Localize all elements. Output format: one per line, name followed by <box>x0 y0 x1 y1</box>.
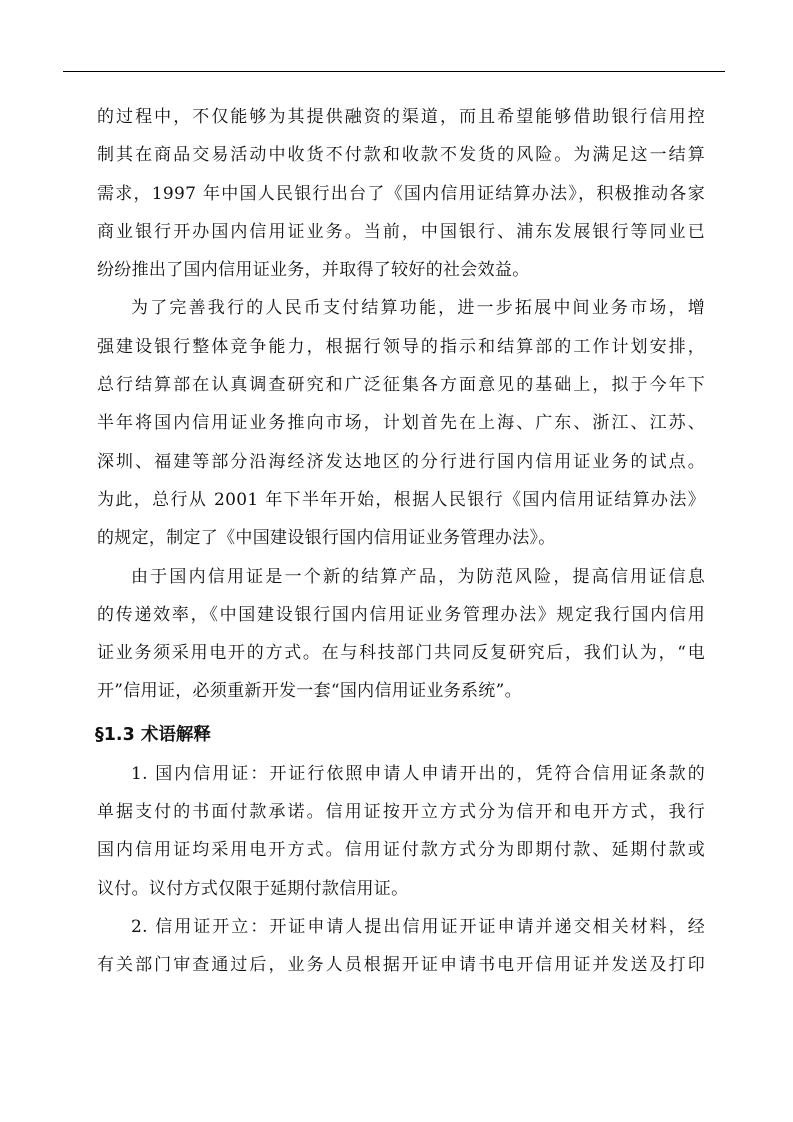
text-line: 国内信用证均采用电开方式。信用证付款方式分为即期付款、延期付款或 <box>97 840 705 861</box>
paragraph-intro-continued <box>97 98 705 289</box>
text-line: 商业银行开办国内信用证业务。当前，中国银行、浦东发展银行等同业已 <box>97 221 705 242</box>
term-item-2 <box>97 908 705 985</box>
text-line: 单据支付的书面付款承诺。信用证按开立方式分为信开和电开方式，我行 <box>97 802 705 823</box>
paragraph-rationale <box>97 558 705 711</box>
header-rule <box>63 71 725 72</box>
term-item-1 <box>97 755 705 908</box>
text-line: 总行结算部在认真调查研究和广泛征集各方面意见的基础上，拟于今年下 <box>97 375 705 396</box>
text-line: 的规定，制定了《中国建设银行国内信用证业务管理办法》。 <box>97 528 556 549</box>
text-line: 为此，总行从 2001 年下半年开始，根据人民银行《国内信用证结算办法》 <box>97 489 705 510</box>
text-line: 需求，1997 年中国人民银行出台了《国内信用证结算办法》，积极推动各家 <box>97 183 705 204</box>
text-line: 为了完善我行的人民币支付结算功能，进一步拓展中间业务市场，增 <box>131 298 705 319</box>
section-heading: §1.3 术语解释 <box>95 724 211 745</box>
text-line: 半年将国内信用证业务推向市场，计划首先在上海、广东、浙江、江苏、 <box>97 413 705 434</box>
text-line: 议付。议付方式仅限于延期付款信用证。 <box>97 878 409 899</box>
text-line: 的过程中，不仅能够为其提供融资的渠道，而且希望能够借助银行信用控 <box>97 107 705 127</box>
text-line: 证业务须采用电开的方式。在与科技部门共同反复研究后，我们认为，“电 <box>97 643 705 664</box>
document-body <box>97 98 705 985</box>
text-line: 制其在商品交易活动中收货不付款和收款不发货的风险。为满足这一结算 <box>97 145 705 166</box>
text-line: 由于国内信用证是一个新的结算产品，为防范风险，提高信用证信息 <box>131 566 705 587</box>
text-line: 强建设银行整体竞争能力，根据行领导的指示和结算部的工作计划安排， <box>97 336 705 357</box>
text-line: 深圳、福建等部分沿海经济发达地区的分行进行国内信用证业务的试点。 <box>97 451 705 472</box>
text-line: 纷纷推出了国内信用证业务，并取得了较好的社会效益。 <box>97 260 530 281</box>
paragraph-background <box>97 289 705 557</box>
text-line: 的传递效率，《中国建设银行国内信用证业务管理办法》规定我行国内信用 <box>97 604 705 625</box>
text-line: 2. 信用证开立：开证申请人提出信用证开证申请并递交相关材料，经 <box>131 916 705 937</box>
text-line: 有关部门审查通过后，业务人员根据开证申请书电开信用证并发送及打印 <box>97 955 705 976</box>
text-line: 1. 国内信用证：开证行依照申请人申请开出的，凭符合信用证条款的 <box>131 763 705 784</box>
text-line: 开”信用证，必须重新开发一套“国内信用证业务系统”。 <box>97 681 522 702</box>
